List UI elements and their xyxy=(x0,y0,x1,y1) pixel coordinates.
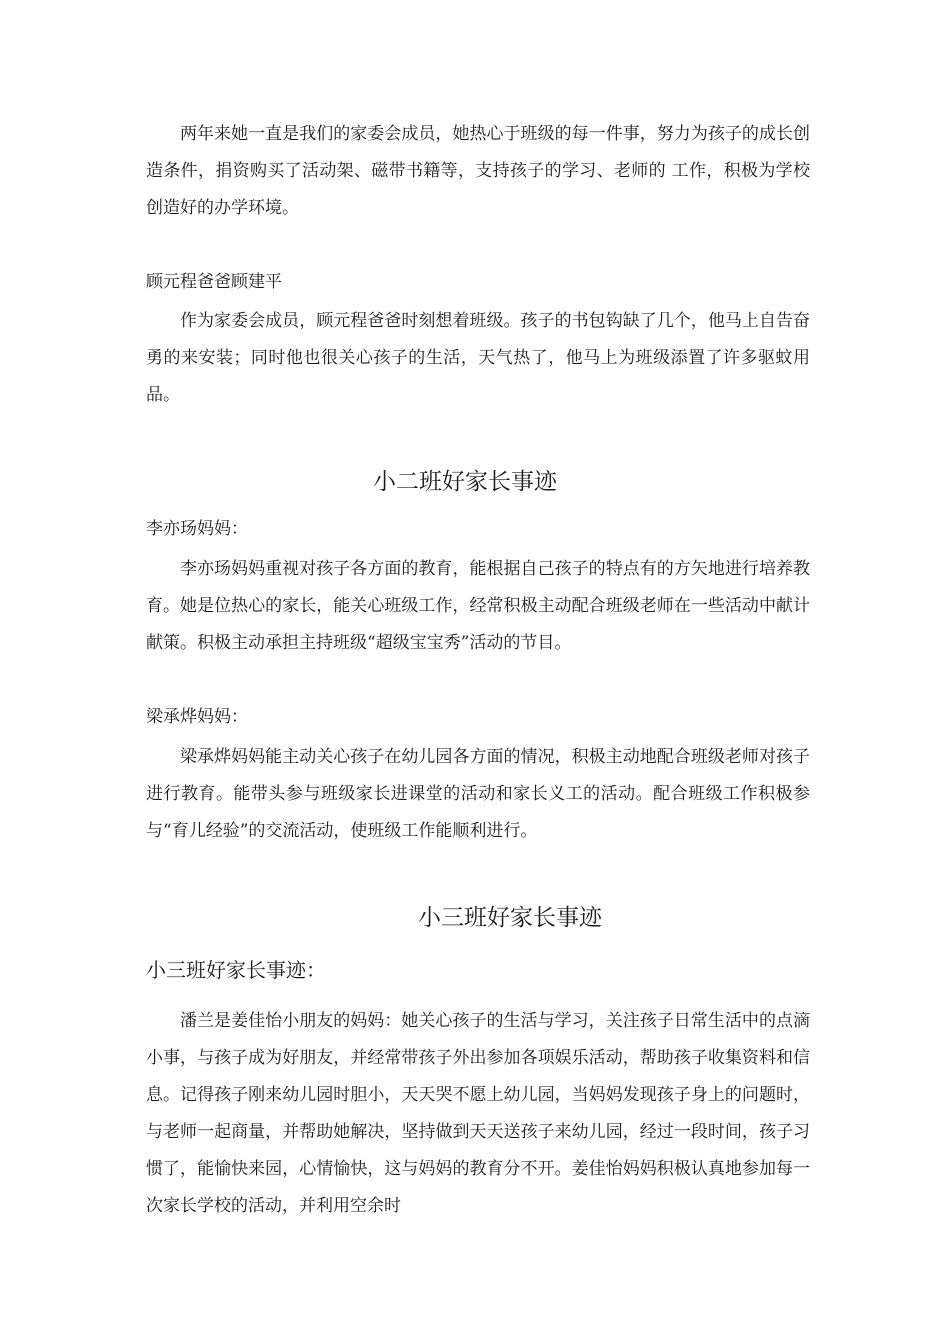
section-heading-class-2: 小二班好家长事迹 xyxy=(373,469,557,495)
subheading-class-3: 小三班好家长事迹： xyxy=(146,958,326,982)
parent-name-liang-chengye-mother: 梁承烨妈妈： xyxy=(146,707,248,727)
paragraph-gu-yuancheng-father: 作为家委会成员，顾元程爸爸时刻想着班级。孩子的书包钩缺了几个，他马上自告奋勇的来安装；同时他也很关心孩子的生活，天气热了，他马上为班级添置了许多驱蚊用品。 xyxy=(146,311,810,405)
section-heading-class-3: 小三班好家长事迹 xyxy=(418,905,602,931)
paragraph-liang-chengye-mother: 梁承烨妈妈能主动关心孩子在幼儿园各方面的情况，积极主动地配合班级老师对孩子进行教育。能带头参与班级家长进课堂的活动和家长义工的活动。配合班级工作积极参与“育儿经验”的交流活动，使班级工作能顺利进行。 xyxy=(146,747,810,841)
paragraph-family-committee-member: 两年来她一直是我们的家委会成员，她热心于班级的每一件事，努力为孩子的成长创造条件，捐资购买了活动架、磁带书籍等，支持孩子的学习、老师的 工作，积极为学校创造好的办学环境。 xyxy=(146,124,810,218)
paragraph-pan-lan-mother: 潘兰是姜佳怡小朋友的妈妈：她关心孩子的生活与学习，关注孩子日常生活中的点滴小事，与孩子成为好朋友，并经常带孩子外出参加各项娱乐活动，帮助孩子收集资料和信息。记得孩子刚来幼儿园时胆小，天天哭不愿上幼儿园，当妈妈发现孩子身上的问题时，与老师一起商量，并帮助她解决，坚持做到天天送孩子来幼儿园，经过一段时间，孩子习惯了，能愉快来园，心情愉快，这与妈妈的教育分不开。姜佳怡妈妈积极认真地参加每一次家长学校的活动，并利用空余时 xyxy=(146,1011,810,1216)
parent-name-gu-jianping: 顾元程爸爸顾建平 xyxy=(146,272,282,292)
paragraph-li-yiyang-mother: 李亦玚妈妈重视对孩子各方面的教育，能根据自己孩子的特点有的方矢地进行培养教育。她是位热心的家长，能关心班级工作，经常积极主动配合班级老师在一些活动中献计献策。积极主动承担主持班级“超级宝宝秀”活动的节目。 xyxy=(146,559,810,653)
parent-name-li-yiyang-mother: 李亦玚妈妈： xyxy=(146,519,248,539)
